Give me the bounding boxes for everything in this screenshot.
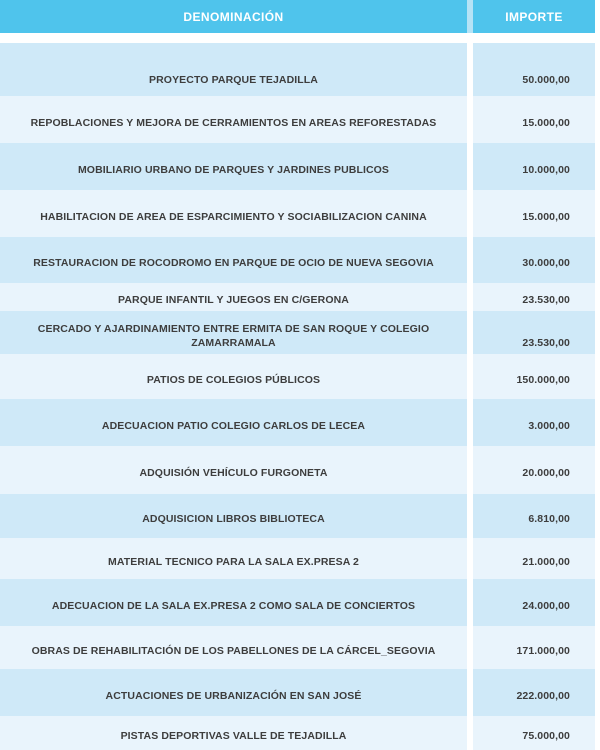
header-body-gap: [0, 33, 595, 43]
importe-text: 20.000,00: [522, 467, 570, 480]
denominacion-text: ADQUISIÓN VEHÍCULO FURGONETA: [139, 467, 328, 480]
denominacion-cell: [0, 43, 467, 96]
denominacion-cell: [0, 399, 467, 446]
importe-text: 15.000,00: [522, 116, 570, 129]
table-row: [0, 538, 595, 579]
importe-text: 75.000,00: [522, 730, 570, 743]
denominacion-cell: [0, 190, 467, 237]
importe-cell: [473, 311, 595, 354]
table-row: [0, 354, 595, 399]
importe-text: 171.000,00: [516, 644, 570, 657]
denominacion-text: PATIOS DE COLEGIOS PÚBLICOS: [146, 373, 321, 386]
table-row: [0, 626, 595, 669]
importe-text: 23.530,00: [522, 336, 570, 349]
denominacion-text: CERCADO Y AJARDINAMIENTO ENTRE ERMITA DE SAN ROQUE Y COLEGIO ZAMARRAMALA: [37, 323, 430, 349]
denominacion-cell: [0, 716, 467, 750]
table-header-row: [0, 0, 595, 33]
importe-cell: [473, 399, 595, 446]
denominacion-cell: [0, 494, 467, 538]
column-header-denominacion: DENOMINACIÓN: [183, 9, 284, 24]
denominacion-text: ADECUACION PATIO COLEGIO CARLOS DE LECEA: [101, 419, 366, 432]
importe-cell: [473, 538, 595, 579]
table-row: [0, 96, 595, 143]
denominacion-text: PISTAS DEPORTIVAS VALLE DE TEJADILLA: [120, 730, 347, 743]
importe-text: 3.000,00: [528, 419, 570, 432]
denominacion-cell: [0, 143, 467, 190]
denominacion-text: ADECUACION DE LA SALA EX.PRESA 2 COMO SALA DE CONCIERTOS: [51, 599, 416, 612]
table-body: [0, 43, 595, 750]
importe-cell: [473, 579, 595, 626]
denominacion-cell: [0, 283, 467, 311]
importe-text: 23.530,00: [522, 294, 570, 307]
importe-text: 50.000,00: [522, 73, 570, 86]
table-row: [0, 190, 595, 237]
importe-cell: [473, 669, 595, 716]
importe-cell: [473, 283, 595, 311]
denominacion-cell: [0, 311, 467, 354]
importe-text: 10.000,00: [522, 163, 570, 176]
denominacion-text: ADQUISICION LIBROS BIBLIOTECA: [142, 513, 325, 526]
table-row: [0, 311, 595, 354]
importe-text: 21.000,00: [522, 555, 570, 568]
table-row: [0, 399, 595, 446]
denominacion-cell: [0, 354, 467, 399]
column-header-importe: IMPORTE: [505, 9, 563, 24]
importe-cell: [473, 237, 595, 283]
table-row: [0, 283, 595, 311]
importe-text: 24.000,00: [522, 599, 570, 612]
importe-cell: [473, 43, 595, 96]
denominacion-text: REPOBLACIONES Y MEJORA DE CERRAMIENTOS EN AREAS REFORESTADAS: [30, 116, 437, 129]
denominacion-cell: [0, 626, 467, 669]
denominacion-text: OBRAS DE REHABILITACIÓN DE LOS PABELLONES DE LA CÁRCEL_SEGOVIA: [31, 644, 436, 657]
denominacion-text: HABILITACION DE AREA DE ESPARCIMIENTO Y SOCIABILIZACION CANINA: [40, 210, 427, 223]
importe-text: 150.000,00: [516, 373, 570, 386]
table-row: [0, 237, 595, 283]
table-row: [0, 669, 595, 716]
denominacion-text: RESTAURACION DE ROCODROMO EN PARQUE DE OCIO DE NUEVA SEGOVIA: [33, 257, 434, 270]
denominacion-text: PROYECTO PARQUE TEJADILLA: [149, 73, 318, 86]
denominacion-text: ACTUACIONES DE URBANIZACIÓN EN SAN JOSÉ: [105, 689, 362, 702]
importe-cell: [473, 626, 595, 669]
table-row: [0, 579, 595, 626]
importe-cell: [473, 494, 595, 538]
table-row: [0, 143, 595, 190]
importe-text: 15.000,00: [522, 210, 570, 223]
importe-cell: [473, 716, 595, 750]
importe-text: 30.000,00: [522, 257, 570, 270]
denominacion-text: MATERIAL TECNICO PARA LA SALA EX.PRESA 2: [108, 555, 359, 568]
importe-cell: [473, 354, 595, 399]
denominacion-cell: [0, 669, 467, 716]
importe-cell: [473, 143, 595, 190]
denominacion-cell: [0, 446, 467, 494]
denominacion-cell: [0, 538, 467, 579]
importe-text: 222.000,00: [516, 689, 570, 702]
importe-cell: [473, 96, 595, 143]
importe-text: 6.810,00: [528, 513, 570, 526]
denominacion-cell: [0, 96, 467, 143]
denominacion-text: PARQUE INFANTIL Y JUEGOS EN C/GERONA: [118, 294, 349, 307]
denominacion-text: MOBILIARIO URBANO DE PARQUES Y JARDINES PUBLICOS: [77, 163, 390, 176]
table-row: [0, 43, 595, 96]
table-row: [0, 716, 595, 750]
table-row: [0, 446, 595, 494]
importe-cell: [473, 446, 595, 494]
denominacion-cell: [0, 237, 467, 283]
importe-cell: [473, 190, 595, 237]
table-row: [0, 494, 595, 538]
denominacion-cell: [0, 579, 467, 626]
